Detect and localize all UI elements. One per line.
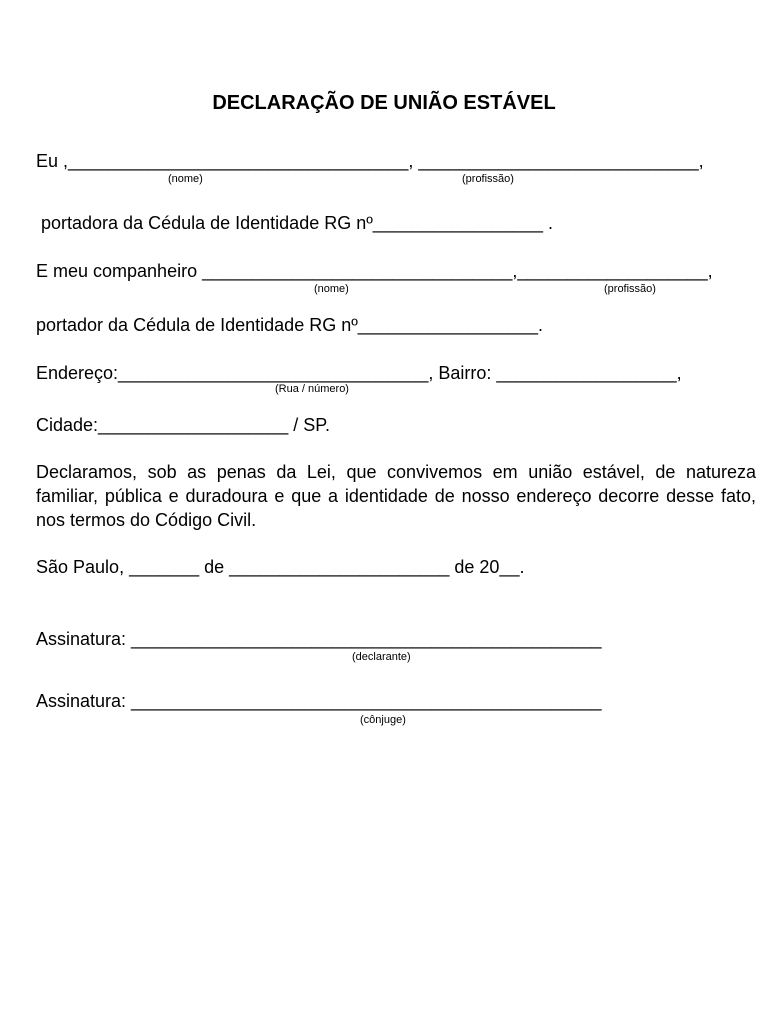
address-caption: (Rua / número) <box>275 383 349 395</box>
partner-name-caption: (nome) <box>314 283 349 295</box>
partner-rg-line: portador da Cédula de Identidade RG nº__________________. <box>36 315 543 335</box>
date-line: São Paulo, _______ de ______________________ de 20__. <box>36 557 525 577</box>
signature-declarant-caption: (declarante) <box>352 651 411 663</box>
partner-profession-caption: (profissão) <box>604 283 656 295</box>
partner-line: E meu companheiro _______________________________,___________________, <box>36 261 713 281</box>
declarant-rg-line: portadora da Cédula de Identidade RG nº_________________ . <box>36 213 553 233</box>
declarant-name-caption: (nome) <box>168 173 203 185</box>
declarant-line: Eu ,__________________________________, ____________________________, <box>36 151 704 171</box>
city-line: Cidade:___________________ / SP. <box>36 415 330 435</box>
signature-spouse-caption: (cônjuge) <box>360 714 406 726</box>
signature-declarant-line: Assinatura: _______________________________________________ <box>36 629 602 649</box>
declarant-profession-caption: (profissão) <box>462 173 514 185</box>
document-title: DECLARAÇÃO DE UNIÃO ESTÁVEL <box>212 92 556 114</box>
declaration-paragraph: Declaramos, sob as penas da Lei, que convivemos em união estável, de natureza familiar, pública e duradoura e que a identidade de nosso endereço decorre desse fato, nos termos do Código Civil. <box>36 462 756 530</box>
signature-spouse-line: Assinatura: _______________________________________________ <box>36 691 602 711</box>
address-line: Endereço:_______________________________, Bairro: __________________, <box>36 363 682 383</box>
